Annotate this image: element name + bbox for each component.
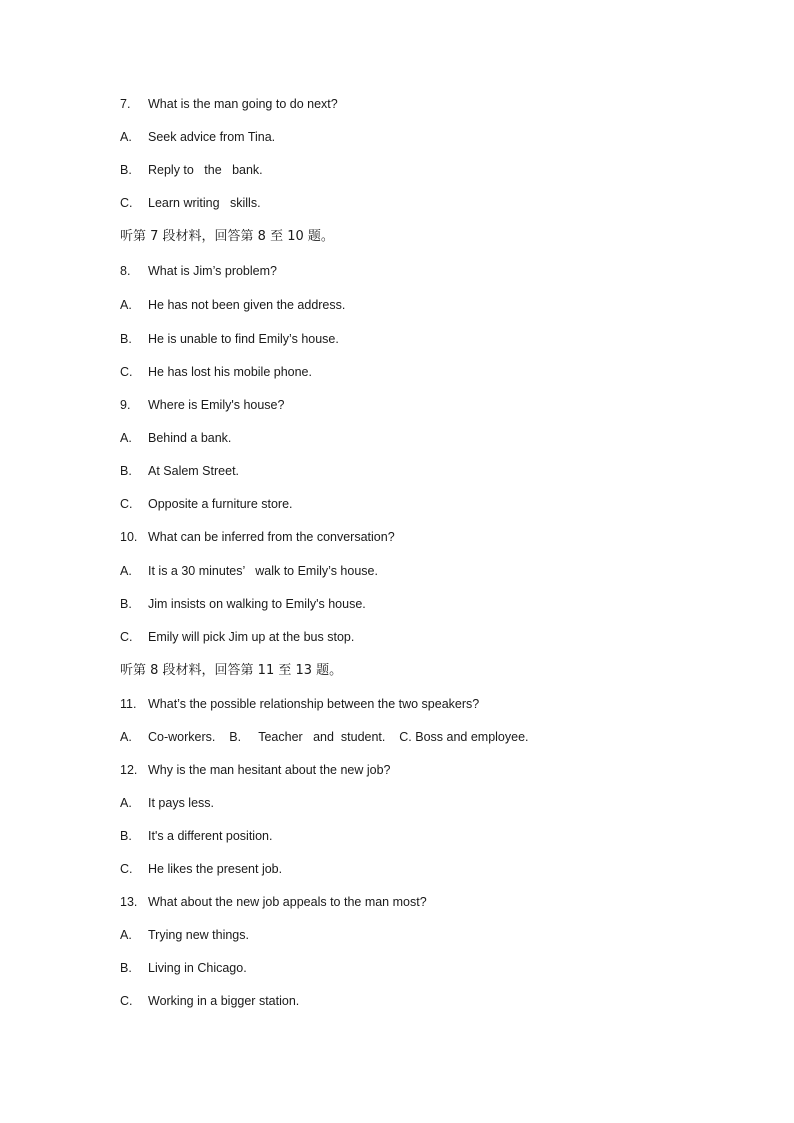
option-text: Opposite a furniture store. <box>148 497 293 511</box>
option-text: He likes the present job. <box>148 862 283 876</box>
option-text: He has not been given the address. <box>148 298 346 312</box>
option-7c <box>120 194 261 212</box>
option-8b <box>120 330 339 348</box>
option-text: Living in Chicago. <box>148 961 247 975</box>
option-text: It pays less. <box>148 796 214 810</box>
option-10c <box>120 628 354 646</box>
question-number: 7. <box>120 97 131 111</box>
question-number: 11. <box>120 697 137 711</box>
option-letter: A. <box>120 298 132 312</box>
option-9b <box>120 462 239 480</box>
question-text: Why is the man hesitant about the new job? <box>148 763 391 777</box>
option-letter: B. <box>120 464 132 478</box>
option-letter: A. <box>120 796 132 810</box>
question-13 <box>120 893 427 911</box>
option-text: It is a 30 minutes’ walk to Emily’s house. <box>148 564 378 578</box>
option-letter: A. <box>120 564 132 578</box>
option-letter: B. <box>120 332 132 346</box>
option-8c <box>120 363 312 381</box>
question-number: 12. <box>120 763 138 777</box>
option-text: Reply to the bank. <box>148 163 263 177</box>
option-text: Emily will pick Jim up at the bus stop. <box>148 630 355 644</box>
option-text: It's a different position. <box>148 829 273 843</box>
question-text: What’s the possible relationship between the two speakers? <box>148 697 480 711</box>
option-9a <box>120 429 231 447</box>
option-letter: B. <box>120 597 132 611</box>
question-7 <box>120 95 338 113</box>
option-10a <box>120 562 378 580</box>
question-text: What is the man going to do next? <box>148 97 338 111</box>
question-10 <box>120 528 395 546</box>
question-number: 10. <box>120 530 138 544</box>
option-12c <box>120 860 282 878</box>
question-number: 13. <box>120 895 138 909</box>
option-11-all <box>120 728 529 746</box>
option-letter: A. <box>120 928 132 942</box>
question-9 <box>120 396 284 414</box>
question-number: 8. <box>120 264 131 278</box>
section-heading-7: 听第 7 段材料，回答第 8 至 10 题。 <box>120 229 334 244</box>
option-text: Seek advice from Tina. <box>148 130 276 144</box>
question-text: What can be inferred from the conversation? <box>148 530 395 544</box>
option-text: Co-workers. B. Teacher and student. C. Boss and employee. <box>148 730 529 744</box>
question-text: What about the new job appeals to the man most? <box>148 895 427 909</box>
option-letter: C. <box>120 862 133 876</box>
option-letter: C. <box>120 365 133 379</box>
option-9c <box>120 495 293 513</box>
option-text: Learn writing skills. <box>148 196 261 210</box>
option-letter: B. <box>120 829 132 843</box>
question-11 <box>120 695 479 713</box>
option-letter: A. <box>120 431 132 445</box>
option-7a <box>120 128 275 146</box>
question-8 <box>120 262 277 280</box>
question-number: 9. <box>120 398 131 412</box>
option-text: Behind a bank. <box>148 431 232 445</box>
option-letter: C. <box>120 994 133 1008</box>
option-letter: C. <box>120 497 133 511</box>
option-12a <box>120 794 214 812</box>
question-text: What is Jim’s problem? <box>148 264 277 278</box>
option-10b <box>120 595 366 613</box>
option-text: Jim insists on walking to Emily's house. <box>148 597 366 611</box>
option-text: He is unable to find Emily’s house. <box>148 332 339 346</box>
option-text: Working in a bigger station. <box>148 994 300 1008</box>
option-letter: A. <box>120 730 132 744</box>
option-13a <box>120 926 249 944</box>
option-letter: B. <box>120 961 132 975</box>
option-12b <box>120 827 272 845</box>
option-text: At Salem Street. <box>148 464 240 478</box>
option-letter: C. <box>120 196 133 210</box>
option-8a <box>120 296 345 314</box>
question-text: Where is Emily's house? <box>148 398 285 412</box>
section-heading-8: 听第 8 段材料，回答第 11 至 13 题。 <box>120 663 343 678</box>
option-letter: A. <box>120 130 132 144</box>
option-text: He has lost his mobile phone. <box>148 365 312 379</box>
option-text: Trying new things. <box>148 928 249 942</box>
option-letter: C. <box>120 630 133 644</box>
question-12 <box>120 761 391 779</box>
option-letter: B. <box>120 163 132 177</box>
option-7b <box>120 161 263 179</box>
option-13c <box>120 992 299 1010</box>
option-13b <box>120 959 247 977</box>
